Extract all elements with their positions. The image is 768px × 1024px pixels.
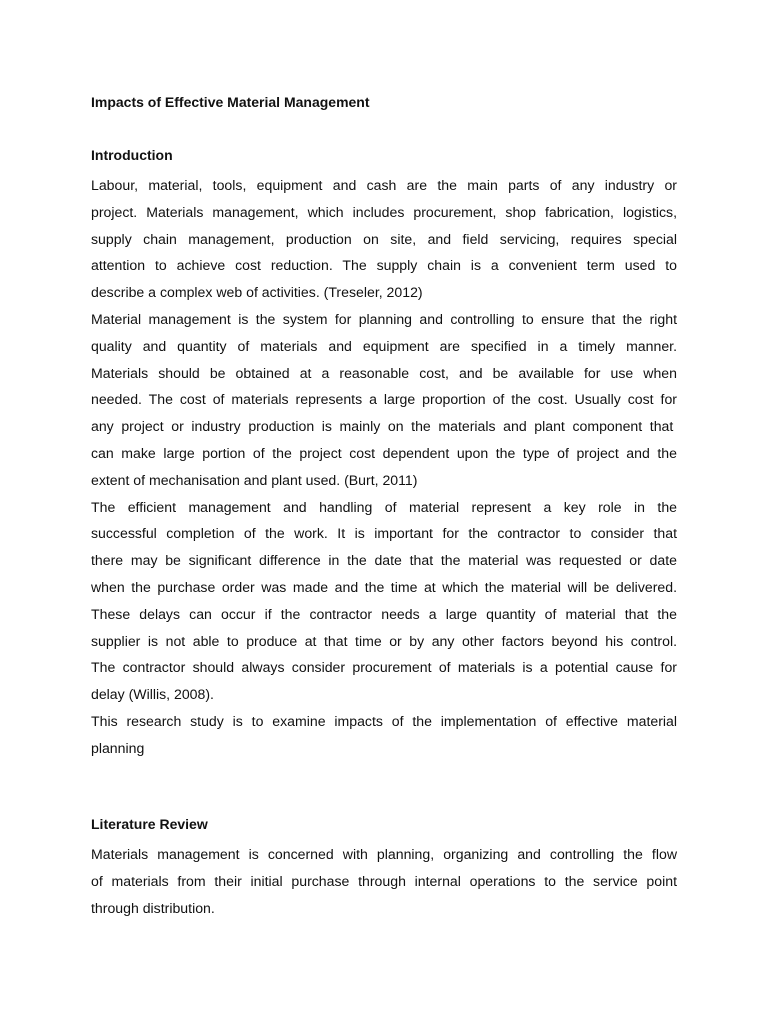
text-line: Labour, material, tools, equipment and cash are the main parts of any industry or — [91, 177, 677, 193]
text-line: delay (Willis, 2008). — [91, 686, 214, 703]
text-line: The contractor should always consider procurement of materials is a potential cause for — [91, 659, 677, 676]
text-line: quality and quantity of materials and equipment are specified in a timely manner. — [91, 337, 677, 354]
paragraph — [91, 494, 677, 708]
text-line: project. Materials management, which includes procurement, shop fabrication, logistics, — [91, 203, 677, 220]
text-line: can make large portion of the project cost dependent upon the type of project and the — [91, 444, 677, 461]
text-line: describe a complex web of activities. (Treseler, 2012) — [91, 284, 423, 301]
text-line: needed. The cost of materials represents a large proportion of the cost. Usually cost for — [91, 391, 677, 408]
text-line: any project or industry production is mainly on the materials and plant component that — [91, 418, 674, 435]
text-line: when the purchase order was made and the time at which the material will be delivered. — [91, 578, 677, 595]
text-line: supplier is not able to produce at that time or by any other factors beyond his control. — [91, 632, 677, 649]
section-heading-literature-review: Literature Review — [91, 816, 208, 832]
text-line: This research study is to examine impacts of the implementation of effective material — [91, 712, 677, 729]
text-line: The efficient management and handling of material represent a key role in the — [91, 498, 677, 515]
text-line: successful completion of the work. It is important for the contractor to consider that — [91, 525, 677, 542]
text-line: supply chain management, production on site, and field servicing, requires special — [91, 230, 677, 247]
document-title: Impacts of Effective Material Management — [91, 94, 370, 110]
text-line: planning — [91, 739, 145, 756]
text-line: extent of mechanisation and plant used. (Burt, 2011) — [91, 471, 418, 488]
section-heading-introduction: Introduction — [91, 147, 173, 163]
text-line: there may be significant difference in the date that the material was requested or date — [91, 552, 677, 569]
section-body-introduction — [91, 172, 677, 762]
text-line: of materials from their initial purchase through internal operations to the service point — [91, 872, 677, 889]
text-line: Material management is the system for planning and controlling to ensure that the right — [91, 310, 677, 327]
text-line: These delays can occur if the contractor needs a large quantity of material that the — [91, 605, 677, 622]
text-line: attention to achieve cost reduction. The supply chain is a convenient term used to — [91, 257, 677, 274]
text-line: Materials management is concerned with planning, organizing and controlling the flow — [91, 846, 677, 862]
paragraph — [91, 306, 677, 494]
paragraph — [91, 708, 677, 762]
text-line: Materials should be obtained at a reasonable cost, and be available for use when — [91, 364, 677, 381]
section-body-literature-review — [91, 841, 677, 921]
paragraph — [91, 841, 677, 921]
paragraph — [91, 172, 677, 306]
text-line: through distribution. — [91, 899, 215, 916]
